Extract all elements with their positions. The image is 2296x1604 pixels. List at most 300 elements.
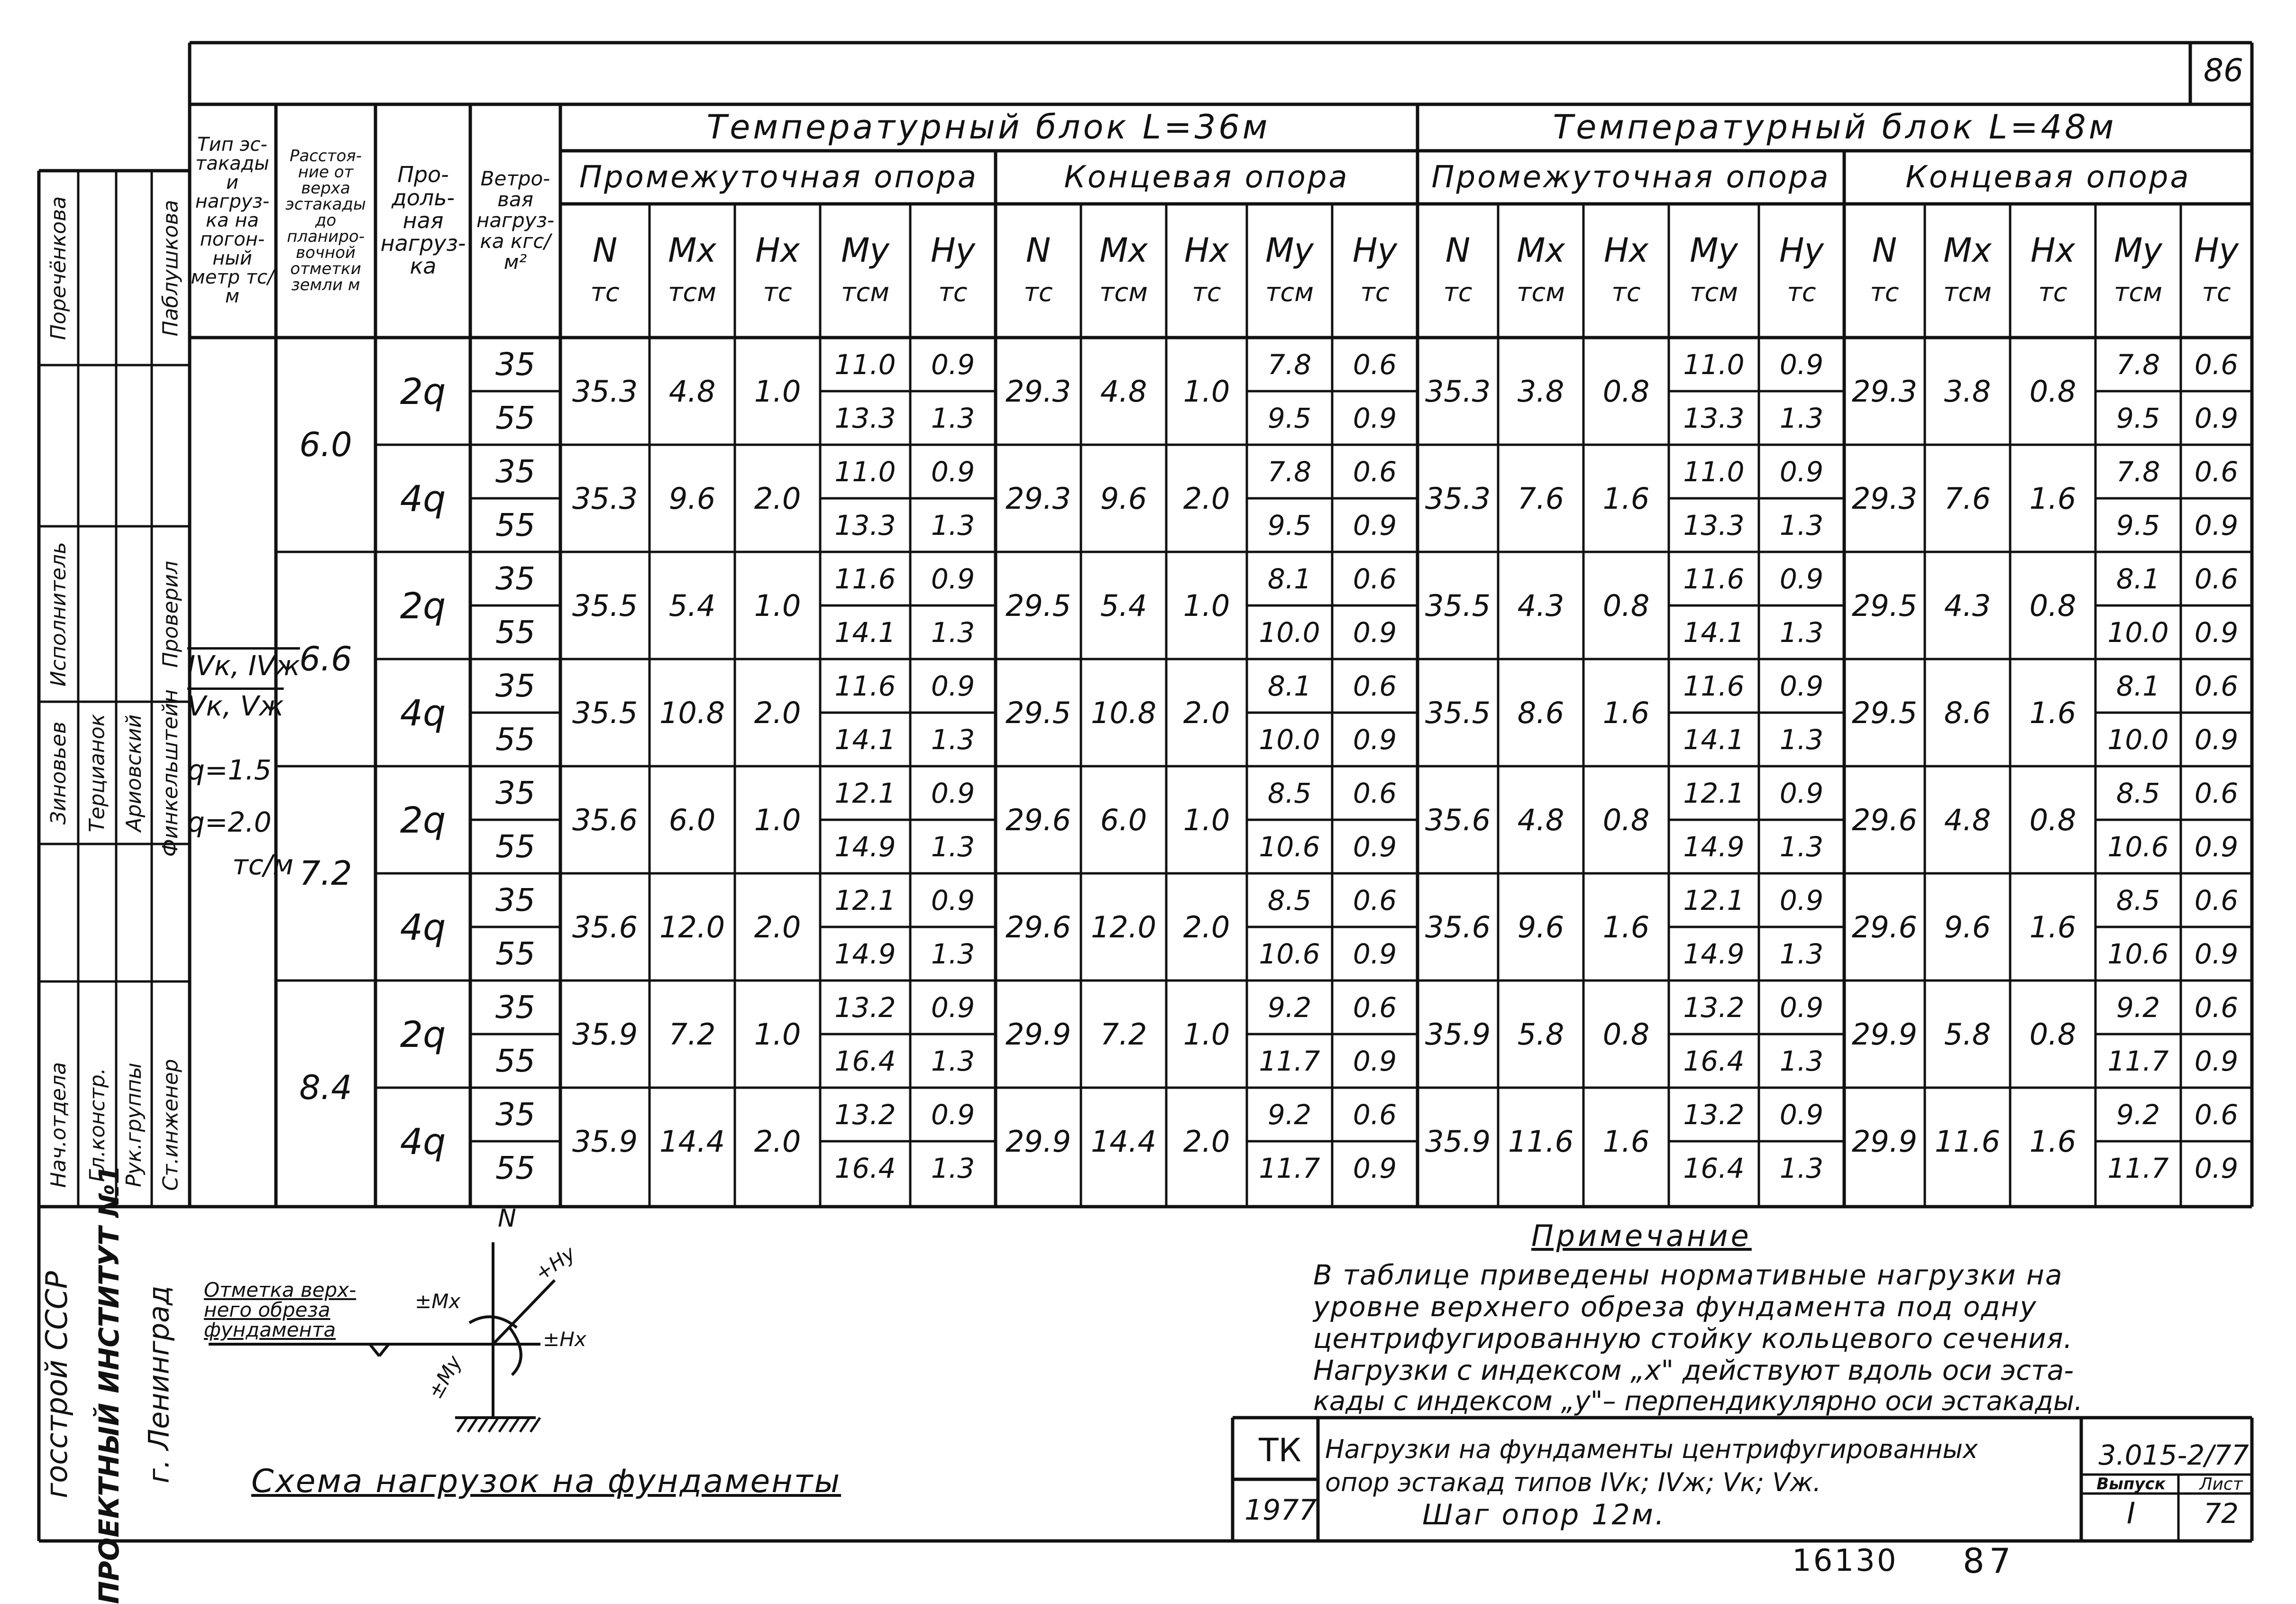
value-mx: 9.6	[1944, 909, 1991, 944]
footer-inventory: 16130	[1792, 1543, 1898, 1578]
value-hy: 0.9	[931, 884, 975, 917]
value-n: 29.6	[1005, 802, 1071, 837]
stamp-role: Нач.отдела	[46, 1062, 71, 1188]
value-hx: 1.0	[1183, 1017, 1230, 1052]
stamp-role: Исполнитель	[46, 541, 71, 687]
force-name: My	[2114, 231, 2162, 270]
header-type: Тип эс-такады и нагруз-ка на погон-ный метр тс/м	[191, 134, 274, 307]
value-my: 13.3	[1683, 509, 1745, 541]
diagram-caption: Схема нагрузок на фундаменты	[251, 1463, 842, 1500]
force-unit: тс	[590, 277, 620, 308]
value-n: 29.5	[1005, 588, 1071, 623]
value-my: 14.9	[834, 830, 896, 863]
value-mx: 7.6	[1944, 481, 1991, 516]
value-hx: 2.0	[754, 909, 801, 944]
note-title: Примечание	[1531, 1219, 1752, 1253]
value-my: 11.0	[1683, 455, 1745, 488]
value-my: 8.1	[2116, 562, 2160, 595]
type-line4: q=2.0	[187, 806, 272, 838]
diagram-label-hy: +Hy	[531, 1241, 580, 1285]
value-mx: 12.0	[659, 909, 725, 944]
value-mx: 11.6	[1934, 1124, 2001, 1159]
value-mx: 11.6	[1508, 1124, 1574, 1159]
force-unit: тсм	[668, 277, 716, 308]
value-hy: 0.6	[2194, 777, 2239, 809]
value-mx: 14.4	[1090, 1124, 1157, 1159]
value-hy: 1.3	[1779, 509, 1824, 541]
value-hy: 0.6	[1353, 455, 1397, 488]
stamp-role: Гл.констр.	[85, 1068, 110, 1182]
wind-cell: 35	[495, 453, 535, 490]
value-hy: 1.3	[931, 937, 975, 970]
wind-cell: 55	[495, 614, 535, 651]
type-line1: IVк, IVж	[187, 650, 300, 682]
value-hx: 1.6	[2029, 695, 2076, 730]
value-hy: 1.3	[931, 402, 975, 434]
value-hy: 0.6	[2194, 669, 2239, 702]
value-hy: 0.9	[2194, 937, 2239, 970]
force-unit: тс	[938, 277, 968, 308]
value-my: 16.4	[1683, 1152, 1745, 1184]
footer-page: 87	[1963, 1541, 2016, 1581]
force-header-cell	[649, 209, 735, 332]
value-my: 16.4	[834, 1152, 896, 1184]
value-my: 8.1	[1267, 669, 1312, 702]
value-my: 11.7	[1259, 1152, 1320, 1184]
value-my: 14.1	[1683, 616, 1745, 649]
value-hy: 1.3	[1779, 1045, 1824, 1077]
load-cell: 4q	[400, 906, 446, 948]
value-n: 29.9	[1851, 1124, 1918, 1159]
title-block-issue: I	[2126, 1496, 2136, 1531]
sheet-number: 86	[2204, 52, 2243, 89]
value-my: 7.8	[1267, 455, 1312, 488]
value-hy: 0.9	[931, 1098, 975, 1131]
force-header-cell	[2181, 209, 2252, 332]
value-mx: 12.0	[1090, 909, 1157, 944]
value-hx: 0.8	[1602, 1017, 1650, 1052]
header-wind: Ветро-вая нагруз-ка кгс/м²	[476, 166, 555, 274]
value-hx: 2.0	[754, 481, 801, 516]
force-name: My	[1265, 231, 1314, 270]
wind-cell: 35	[495, 882, 535, 918]
force-header-cell	[2095, 209, 2181, 332]
value-mx: 4.3	[1944, 588, 1991, 623]
value-n: 35.9	[1425, 1124, 1491, 1159]
value-n: 35.5	[572, 588, 638, 623]
force-name: Hx	[1184, 231, 1229, 270]
institute-line2: ПРОЕКТНЫЙ ИНСТИТУТ №1	[93, 1164, 125, 1604]
value-mx: 9.6	[1100, 481, 1147, 516]
value-my: 11.6	[834, 669, 896, 702]
stamp-name: Зиновьев	[46, 721, 71, 825]
force-header-cell	[1081, 209, 1166, 332]
value-hx: 0.8	[1602, 588, 1650, 623]
force-unit: тсм	[1690, 277, 1738, 308]
value-hy: 1.3	[931, 723, 975, 756]
force-name: N	[1025, 231, 1051, 270]
wind-cell: 35	[495, 346, 535, 383]
value-mx: 5.4	[668, 588, 716, 623]
value-my: 11.0	[1683, 348, 1745, 381]
value-hx: 1.6	[2029, 481, 2076, 516]
value-mx: 8.6	[1944, 695, 1991, 730]
force-name: Hy	[1779, 231, 1824, 270]
wind-cell: 55	[495, 721, 535, 758]
distance-cell: 6.6	[299, 640, 352, 678]
value-n: 29.5	[1005, 695, 1071, 730]
stamp-role: Ст.инженер	[158, 1059, 183, 1191]
value-my: 11.6	[1683, 562, 1745, 595]
distance-cell: 6.0	[299, 425, 352, 464]
force-unit: тсм	[1099, 277, 1148, 308]
value-hy: 0.9	[1779, 777, 1824, 809]
value-mx: 4.8	[1517, 802, 1564, 837]
value-hx: 0.8	[1602, 802, 1650, 837]
note-line1: В таблице приведены нормативные нагрузки на	[1313, 1259, 2063, 1291]
force-header-cell	[1166, 209, 1247, 332]
distance-cell: 7.2	[299, 854, 352, 893]
value-mx: 7.6	[1517, 481, 1564, 516]
value-mx: 8.6	[1517, 695, 1564, 730]
value-my: 10.6	[1259, 937, 1320, 970]
wind-cell: 55	[495, 828, 535, 865]
value-my: 9.5	[1267, 402, 1312, 434]
value-my: 12.1	[1683, 777, 1745, 809]
value-n: 35.6	[572, 909, 638, 944]
value-my: 10.0	[2107, 723, 2169, 756]
value-my: 8.5	[2116, 777, 2160, 809]
wind-cell: 55	[495, 935, 535, 972]
force-header-cell	[1332, 209, 1418, 332]
value-n: 35.9	[1425, 1017, 1491, 1052]
force-name: Mx	[1099, 231, 1148, 270]
value-hx: 0.8	[2029, 802, 2076, 837]
value-hx: 1.0	[1183, 802, 1230, 837]
wind-cell: 35	[495, 560, 535, 597]
force-unit: тсм	[1517, 277, 1565, 308]
wind-cell: 55	[495, 507, 535, 543]
stamp-name: Ариовский	[122, 714, 146, 832]
wind-cell: 55	[495, 1150, 535, 1186]
value-my: 11.6	[1683, 669, 1745, 702]
diagram-label-my: ±My	[423, 1351, 467, 1403]
value-my: 14.1	[1683, 723, 1745, 756]
value-hx: 2.0	[754, 1124, 801, 1159]
force-unit: тс	[1870, 277, 1899, 308]
value-hx: 1.6	[2029, 909, 2076, 944]
header-longitudinal: Про-доль-ная нагруз-ка	[380, 162, 466, 279]
force-name: N	[1872, 231, 1897, 270]
value-my: 14.1	[834, 723, 896, 756]
value-my: 10.0	[2107, 616, 2169, 649]
force-name: Mx	[1517, 231, 1565, 270]
value-mx: 9.6	[1517, 909, 1564, 944]
stamp-role: Рук.группы	[122, 1063, 146, 1187]
value-hx: 1.0	[754, 588, 801, 623]
force-unit: тсм	[1265, 277, 1314, 308]
stamp-role: Проверил	[158, 560, 183, 668]
value-hy: 0.9	[2194, 509, 2239, 541]
value-my: 8.1	[2116, 669, 2160, 702]
value-hy: 0.9	[2194, 1045, 2239, 1077]
value-my: 16.4	[834, 1045, 896, 1077]
value-hy: 1.3	[931, 1152, 975, 1184]
force-name: Hx	[2030, 231, 2076, 270]
value-mx: 6.0	[668, 802, 716, 837]
force-header-cell	[1498, 209, 1583, 332]
stamp-name: Поречёнкова	[46, 196, 71, 340]
load-cell: 2q	[400, 370, 446, 412]
stamp-name: Терцианок	[85, 714, 110, 832]
value-my: 13.2	[1683, 1098, 1745, 1131]
value-my: 12.1	[834, 884, 896, 917]
force-unit: тсм	[841, 277, 889, 308]
diagram-moment-arc	[510, 1328, 521, 1375]
value-n: 35.5	[1425, 695, 1491, 730]
value-my: 8.5	[1267, 777, 1312, 809]
value-my: 13.3	[1683, 402, 1745, 434]
value-hy: 0.9	[1353, 830, 1397, 863]
diagram-level-tick	[379, 1344, 389, 1356]
value-my: 11.7	[2107, 1152, 2169, 1184]
value-mx: 7.2	[668, 1017, 716, 1052]
value-hy: 0.9	[1779, 884, 1824, 917]
force-name: Hx	[1603, 231, 1649, 270]
value-hx: 1.0	[1183, 374, 1230, 409]
title-block-title-3: Шаг опор 12м.	[1422, 1498, 1666, 1531]
value-my: 12.1	[834, 777, 896, 809]
value-hx: 1.0	[1183, 588, 1230, 623]
value-my: 16.4	[1683, 1045, 1745, 1077]
value-hx: 1.6	[2029, 1124, 2076, 1159]
force-unit: тс	[763, 277, 792, 308]
force-unit: тс	[1611, 277, 1641, 308]
value-mx: 6.0	[1100, 802, 1147, 837]
value-my: 9.2	[2116, 1098, 2160, 1131]
value-mx: 4.8	[668, 374, 716, 409]
value-n: 35.5	[1425, 588, 1491, 623]
diagram-hatch	[499, 1418, 509, 1432]
load-cell: 4q	[400, 691, 446, 734]
value-my: 9.2	[1267, 1098, 1312, 1131]
header-block-48: Температурный блок L=48м	[1553, 107, 2117, 147]
value-hx: 2.0	[1183, 695, 1230, 730]
value-my: 10.0	[1259, 616, 1320, 649]
title-block-tk: ТК	[1259, 1432, 1301, 1469]
note-line2: уровне верхнего обреза фундамента под одну	[1313, 1291, 2037, 1323]
value-hy: 0.6	[1353, 1098, 1397, 1131]
value-hy: 0.9	[931, 991, 975, 1024]
value-hy: 0.9	[1779, 455, 1824, 488]
value-my: 13.2	[834, 1098, 896, 1131]
force-name: N	[1445, 231, 1471, 270]
stamp-name: Паблушкова	[158, 200, 183, 336]
value-mx: 5.8	[1517, 1017, 1564, 1052]
wind-cell: 55	[495, 400, 535, 436]
value-hy: 0.6	[2194, 455, 2239, 488]
force-header-cell	[820, 209, 910, 332]
value-my: 11.6	[834, 562, 896, 595]
title-block-code: 3.015-2/77	[2098, 1439, 2249, 1471]
value-hy: 1.3	[931, 616, 975, 649]
value-my: 9.5	[2116, 509, 2160, 541]
diagram-hatch	[531, 1418, 540, 1432]
value-hy: 0.9	[931, 669, 975, 702]
value-my: 7.8	[1267, 348, 1312, 381]
value-n: 35.6	[1425, 802, 1491, 837]
value-n: 35.3	[1425, 374, 1491, 409]
value-hy: 0.9	[2194, 402, 2239, 434]
value-my: 11.7	[2107, 1045, 2169, 1077]
diagram-label-n: N	[498, 1204, 516, 1233]
value-my: 10.6	[2107, 830, 2169, 863]
diagram-hatch	[468, 1418, 477, 1432]
value-my: 11.0	[834, 455, 896, 488]
value-my: 13.2	[834, 991, 896, 1024]
diagram-hatch	[478, 1418, 488, 1432]
value-hx: 0.8	[2029, 374, 2076, 409]
value-hx: 1.0	[754, 1017, 801, 1052]
value-mx: 4.8	[1944, 802, 1991, 837]
diagram-hatch	[457, 1418, 467, 1432]
value-hy: 0.9	[2194, 1152, 2239, 1184]
value-hy: 0.9	[2194, 830, 2239, 863]
force-name: My	[1690, 231, 1738, 270]
force-header-cell	[2010, 209, 2095, 332]
load-cell: 2q	[400, 798, 446, 841]
force-unit: тсм	[1943, 277, 1992, 308]
value-hx: 2.0	[1183, 909, 1230, 944]
title-block-title-1: Нагрузки на фундаменты центрифугированных	[1325, 1434, 1978, 1464]
value-n: 29.3	[1005, 481, 1071, 516]
note-line5: кады с индексом „у"– перпендикулярно оси эстакады.	[1313, 1386, 2083, 1417]
force-unit: тс	[2202, 277, 2231, 308]
force-name: Hy	[1352, 231, 1398, 270]
value-hy: 0.9	[931, 777, 975, 809]
value-n: 29.5	[1851, 588, 1918, 623]
value-n: 29.9	[1005, 1124, 1071, 1159]
load-cell: 2q	[400, 1013, 446, 1055]
force-header-cell	[1583, 209, 1669, 332]
type-line2: Vк, Vж	[187, 690, 284, 722]
force-unit: тсм	[2114, 277, 2162, 308]
value-n: 35.3	[572, 374, 638, 409]
value-hx: 2.0	[1183, 481, 1230, 516]
value-hx: 1.0	[754, 374, 801, 409]
title-block-title-2: опор эстакад типов IVк; IVж; Vк; Vж.	[1325, 1467, 1821, 1497]
value-hx: 0.8	[2029, 1017, 2076, 1052]
force-header-cell	[1844, 209, 1925, 332]
institute-line3: г. Ленинград	[142, 1285, 176, 1484]
value-hy: 0.9	[931, 455, 975, 488]
value-hy: 0.9	[2194, 723, 2239, 756]
value-hy: 0.6	[1353, 348, 1397, 381]
force-header-cell	[735, 209, 820, 332]
force-unit: тс	[2038, 277, 2067, 308]
value-mx: 3.8	[1517, 374, 1564, 409]
value-mx: 9.6	[668, 481, 716, 516]
value-n: 29.3	[1005, 374, 1071, 409]
value-hx: 1.0	[754, 802, 801, 837]
value-my: 13.2	[1683, 991, 1745, 1024]
type-line3: q=1.5	[187, 754, 272, 786]
value-n: 35.9	[572, 1124, 638, 1159]
header-b36-end: Концевая опора	[1064, 160, 1349, 195]
force-unit: тс	[1024, 277, 1053, 308]
title-block-year: 1977	[1244, 1494, 1317, 1527]
header-b48-intermediate: Промежуточная опора	[1431, 160, 1830, 195]
force-name: My	[841, 231, 889, 270]
value-n: 35.3	[572, 481, 638, 516]
value-hy: 0.9	[1779, 1098, 1824, 1131]
value-hx: 1.6	[1602, 1124, 1650, 1159]
value-hy: 1.3	[1779, 402, 1824, 434]
value-n: 35.6	[572, 802, 638, 837]
value-hy: 1.3	[931, 830, 975, 863]
value-mx: 4.8	[1100, 374, 1147, 409]
title-block-issue-label: Выпуск	[2096, 1475, 2166, 1494]
value-hy: 0.6	[2194, 348, 2239, 381]
value-my: 9.2	[1267, 991, 1312, 1024]
value-hy: 0.6	[2194, 884, 2239, 917]
value-hy: 0.6	[1353, 562, 1397, 595]
value-n: 35.5	[572, 695, 638, 730]
value-my: 13.3	[834, 402, 896, 434]
value-hy: 0.6	[1353, 669, 1397, 702]
force-name: Mx	[668, 231, 716, 270]
value-hy: 0.9	[1353, 937, 1397, 970]
force-unit: тс	[1192, 277, 1221, 308]
value-hy: 1.3	[1779, 830, 1824, 863]
value-my: 10.6	[2107, 937, 2169, 970]
value-my: 10.6	[1259, 830, 1320, 863]
value-hy: 0.6	[2194, 991, 2239, 1024]
value-n: 35.3	[1425, 481, 1491, 516]
value-hy: 0.6	[1353, 991, 1397, 1024]
header-distance: Расстоя-ние от верха эстакады до планиро-вочной отметки земли м	[285, 147, 366, 294]
note-line3: центрифугированную стойку кольцевого сечения.	[1313, 1322, 2073, 1355]
value-n: 29.6	[1851, 802, 1918, 837]
value-my: 14.9	[834, 937, 896, 970]
diagram-hatch	[510, 1418, 519, 1432]
header-block-36: Температурный блок L=36м	[706, 107, 1271, 147]
value-hx: 1.6	[1602, 909, 1650, 944]
force-name: Hy	[930, 231, 976, 270]
stamp-name: Финкельштейн	[158, 689, 183, 857]
value-hy: 1.3	[931, 509, 975, 541]
value-my: 9.5	[1267, 509, 1312, 541]
value-my: 7.8	[2116, 348, 2160, 381]
load-cell: 4q	[400, 477, 446, 520]
force-unit: тс	[1443, 277, 1473, 308]
value-hy: 0.9	[1353, 1045, 1397, 1077]
value-my: 14.9	[1683, 830, 1745, 863]
value-my: 9.2	[2116, 991, 2160, 1024]
header-b48-end: Концевая опора	[1905, 160, 2191, 195]
value-my: 9.5	[2116, 402, 2160, 434]
value-hx: 2.0	[1183, 1124, 1230, 1159]
value-my: 12.1	[1683, 884, 1745, 917]
value-hy: 0.9	[1353, 616, 1397, 649]
wind-cell: 35	[495, 775, 535, 811]
force-header-cell	[560, 209, 649, 332]
value-n: 29.6	[1851, 909, 1918, 944]
force-unit: тс	[1787, 277, 1816, 308]
value-hy: 0.9	[1779, 562, 1824, 595]
value-my: 14.9	[1683, 937, 1745, 970]
value-hy: 0.9	[1353, 1152, 1397, 1184]
